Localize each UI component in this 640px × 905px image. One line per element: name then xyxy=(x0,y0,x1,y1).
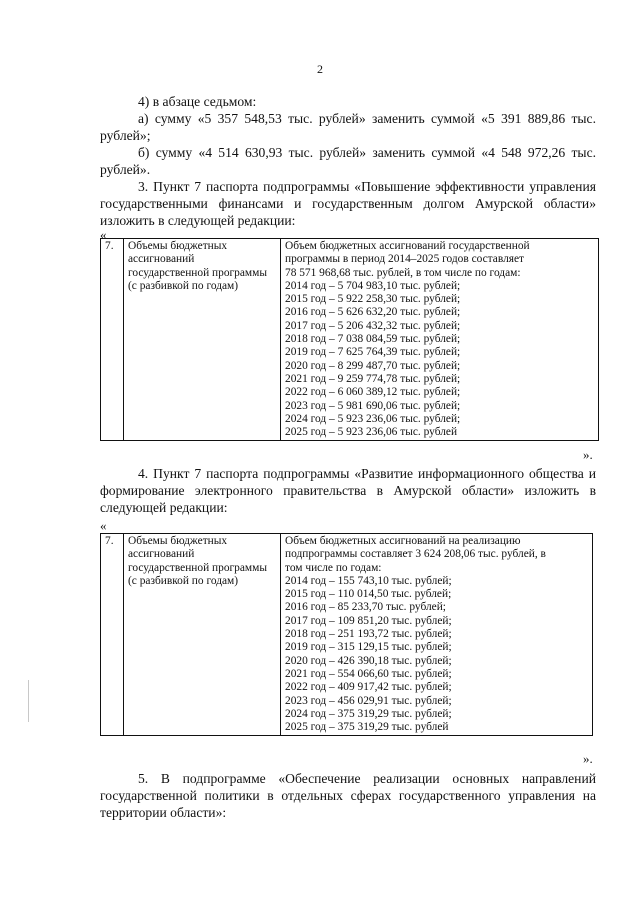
table1-line: 2021 год – 9 259 774,78 тыс. рублей; xyxy=(285,372,461,385)
paragraph-item-5: 5. В подпрограмме «Обеспечение реализации основных направлений государственной политики в отдельных сферах государственного управления на территории области»: xyxy=(100,771,596,820)
table-row xyxy=(101,239,599,441)
table1-open-quote: « xyxy=(100,227,107,242)
scan-margin-mark xyxy=(28,680,29,722)
table2-line: 2025 год – 375 319,29 тыс. рублей xyxy=(285,721,449,734)
table1-line: программы в период 2014–2025 годов составляет xyxy=(285,253,525,266)
table2-values xyxy=(281,534,593,736)
table2-line: 2019 год – 315 129,15 тыс. рублей; xyxy=(285,641,452,654)
table2-row-number: 7. xyxy=(101,534,124,736)
table2-line: том числе по годам: xyxy=(285,561,382,574)
table1-line: 2025 год – 5 923 236,06 тыс. рублей xyxy=(285,426,458,439)
table2-line: 2023 год – 456 029,91 тыс. рублей; xyxy=(285,694,452,707)
table-row xyxy=(101,534,593,736)
table1-line: 2023 год – 5 981 690,06 тыс. рублей; xyxy=(285,399,461,412)
table1-values xyxy=(281,239,599,441)
table2-line: 2024 год – 375 319,29 тыс. рублей; xyxy=(285,707,452,720)
table1-line: 2017 год – 5 206 432,32 тыс. рублей; xyxy=(285,319,461,332)
page-number: 2 xyxy=(317,62,323,76)
table2-close-quote: ». xyxy=(583,751,593,766)
table2-line: подпрограммы составляет 3 624 208,06 тыс. рублей, в xyxy=(285,548,546,561)
table1-line: 2022 год – 6 060 389,12 тыс. рублей; xyxy=(285,386,461,399)
table2-line: 2016 год – 85 233,70 тыс. рублей; xyxy=(285,601,446,614)
table1-line: 2020 год – 8 299 487,70 тыс. рублей; xyxy=(285,359,461,372)
table1-line: 2019 год – 7 625 764,39 тыс. рублей; xyxy=(285,346,461,359)
table2-description: Объемы бюджетных ассигнований государственной программы (с разбивкой по годам) xyxy=(124,534,281,736)
paragraph-item-3: 3. Пункт 7 паспорта подпрограммы «Повышение эффективности управления государственными финансами и государственным долгом Амурской области» изложить в следующей редакции: xyxy=(100,179,596,228)
table2-line: 2015 год – 110 014,50 тыс. рублей; xyxy=(285,588,452,601)
table2-line: 2014 год – 155 743,10 тыс. рублей; xyxy=(285,574,452,587)
table2-line: Объем бюджетных ассигнований на реализацию xyxy=(285,535,521,547)
table1-line: 2024 год – 5 923 236,06 тыс. рублей; xyxy=(285,412,461,425)
paragraph-item-4b: б) сумму «4 514 630,93 тыс. рублей» заменить суммой «4 548 972,26 тыс. рублей». xyxy=(100,145,596,177)
table2-line: 2022 год – 409 917,42 тыс. рублей; xyxy=(285,681,452,694)
budget-table-1 xyxy=(100,238,599,441)
table1-line: 2016 год – 5 626 632,20 тыс. рублей; xyxy=(285,306,461,319)
table1-line: Объем бюджетных ассигнований государственной xyxy=(285,240,530,252)
table1-line: 2018 год – 7 038 084,59 тыс. рублей; xyxy=(285,333,461,346)
table1-line: 78 571 968,68 тыс. рублей, в том числе по годам: xyxy=(285,266,521,279)
table2-line: 2018 год – 251 193,72 тыс. рублей; xyxy=(285,628,452,641)
table2-line: 2021 год – 554 066,60 тыс. рублей; xyxy=(285,667,452,680)
table2-open-quote: « xyxy=(100,518,107,533)
table1-line: 2015 год – 5 922 258,30 тыс. рублей; xyxy=(285,293,461,306)
table1-description: Объемы бюджетных ассигнований государственной программы (с разбивкой по годам) xyxy=(124,239,281,441)
table1-close-quote: ». xyxy=(583,447,593,462)
paragraph-item-4-point: 4. Пункт 7 паспорта подпрограммы «Развитие информационного общества и формирование электронного правительства в Амурской области» изложить в следующей редакции: xyxy=(100,466,596,515)
paragraph-item-4a: а) сумму «5 357 548,53 тыс. рублей» заменить суммой «5 391 889,86 тыс. рублей»; xyxy=(100,111,596,143)
table2-line: 2020 год – 426 390,18 тыс. рублей; xyxy=(285,654,452,667)
table1-row-number: 7. xyxy=(101,239,124,441)
budget-table-2 xyxy=(100,533,593,736)
table1-line: 2014 год – 5 704 983,10 тыс. рублей; xyxy=(285,279,461,292)
paragraph-item-4: 4) в абзаце седьмом: xyxy=(138,94,257,109)
table2-line: 2017 год – 109 851,20 тыс. рублей; xyxy=(285,614,452,627)
